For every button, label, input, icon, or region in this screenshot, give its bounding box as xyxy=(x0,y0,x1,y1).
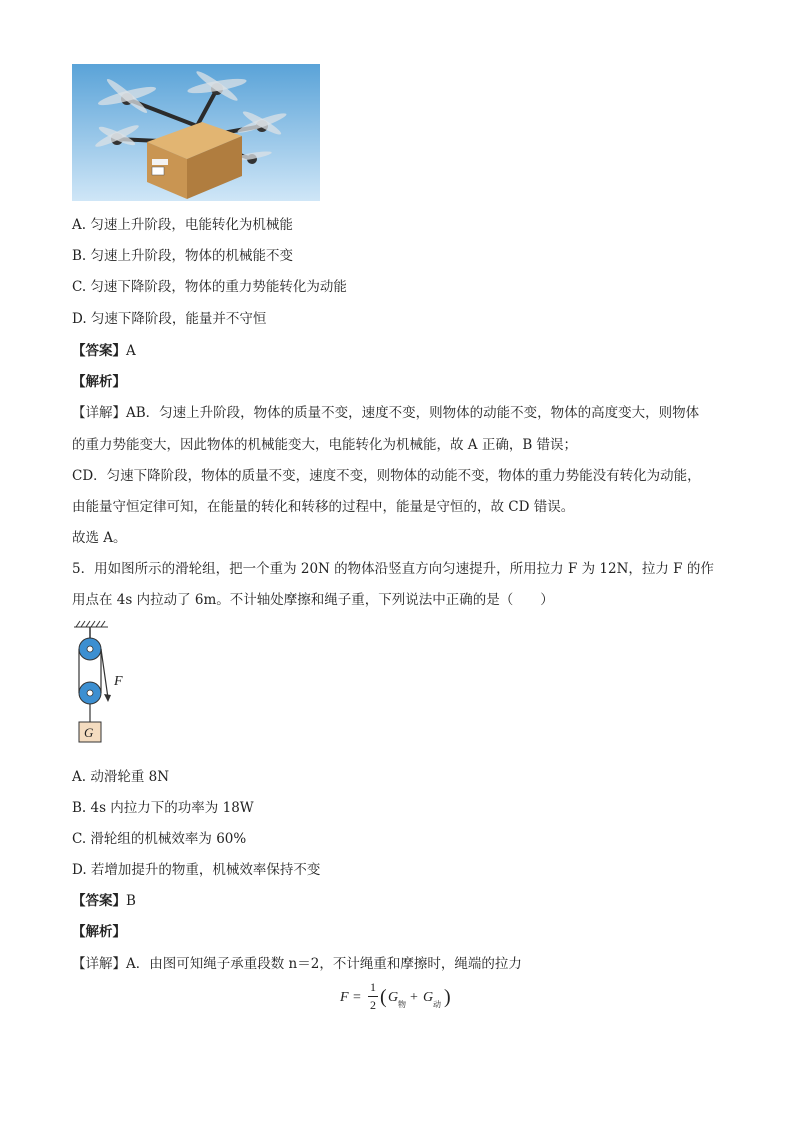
q5-option-b: B. 4s 内拉力下的功率为 18W xyxy=(72,800,254,816)
q5-analysis-label: 【解析】 xyxy=(72,924,126,940)
formula-g2: G xyxy=(423,990,434,1005)
q4-detail-line-1: 【详解】AB．匀速上升阶段，物体的质量不变，速度不变，则物体的动能不变，物体的高度变大，则物体 xyxy=(72,405,700,421)
q5-detail-line-1: 【详解】A．由图可知绳子承重段数 n＝2，不计绳重和摩擦时，绳端的拉力 xyxy=(72,956,522,972)
q4-option-a: A. 匀速上升阶段，电能转化为机械能 xyxy=(72,217,293,233)
formula-fraction-bar xyxy=(368,996,378,997)
q4-detail-line-2: 的重力势能变大，因此物体的机械能变大，电能转化为机械能，故 A 正确，B 错误； xyxy=(72,437,578,453)
pulley-system-diagram xyxy=(72,618,132,748)
force-label: F xyxy=(114,674,123,689)
drone-illustration xyxy=(72,64,320,201)
weight-label: G xyxy=(84,725,94,740)
formula-lhs: F xyxy=(340,990,349,1005)
q5-option-c: C. 滑轮组的机械效率为 60% xyxy=(72,831,247,847)
q4-answer-value: A xyxy=(126,343,136,359)
formula-g2-sub: 动 xyxy=(433,1000,441,1009)
q4-answer xyxy=(72,339,136,359)
formula-g1: G xyxy=(388,990,399,1005)
q4-option-c: C. 匀速下降阶段，物体的重力势能转化为动能 xyxy=(72,279,347,295)
formula-g1-sub: 物 xyxy=(398,1000,406,1009)
q5-answer-label: 【答案】 xyxy=(72,893,126,909)
formula-equals: = xyxy=(353,990,361,1005)
formula-numerator: 1 xyxy=(370,980,376,994)
formula-denominator: 2 xyxy=(370,998,376,1012)
formula-plus: + xyxy=(410,990,418,1005)
q4-detail-line-3: CD．匀速下降阶段，物体的质量不变，速度不变，则物体的动能不变，物体的重力势能没有转化为动能， xyxy=(72,468,701,484)
q4-option-d: D. 匀速下降阶段，能量并不守恒 xyxy=(72,311,267,327)
pulley-figure xyxy=(72,618,132,748)
q4-option-b: B. 匀速上升阶段，物体的机械能不变 xyxy=(72,248,294,264)
q4-answer-label: 【答案】 xyxy=(72,343,126,359)
drone-image xyxy=(72,64,320,201)
q4-analysis-label: 【解析】 xyxy=(72,374,126,390)
q5-stem-line-1: 5．用如图所示的滑轮组，把一个重为 20N 的物体沿竖直方向匀速提升，所用拉力 F 为 12N，拉力 F 的作 xyxy=(72,561,714,577)
formula-open-paren: ( xyxy=(380,986,387,1008)
q4-detail-line-5: 故选 A。 xyxy=(72,530,127,546)
q4-detail-line-4: 由能量守恒定律可知，在能量的转化和转移的过程中，能量是守恒的，故 CD 错误。 xyxy=(72,499,575,515)
q5-stem-line-2: 用点在 4s 内拉动了 6m。不计轴处摩擦和绳子重，下列说法中正确的是（ ） xyxy=(72,592,554,608)
q5-option-a: A. 动滑轮重 8N xyxy=(72,769,170,785)
q5-option-d: D. 若增加提升的物重，机械效率保持不变 xyxy=(72,862,321,878)
q5-answer-value: B xyxy=(126,893,136,909)
q5-answer xyxy=(72,889,136,909)
formula-close-paren: ) xyxy=(444,986,451,1008)
